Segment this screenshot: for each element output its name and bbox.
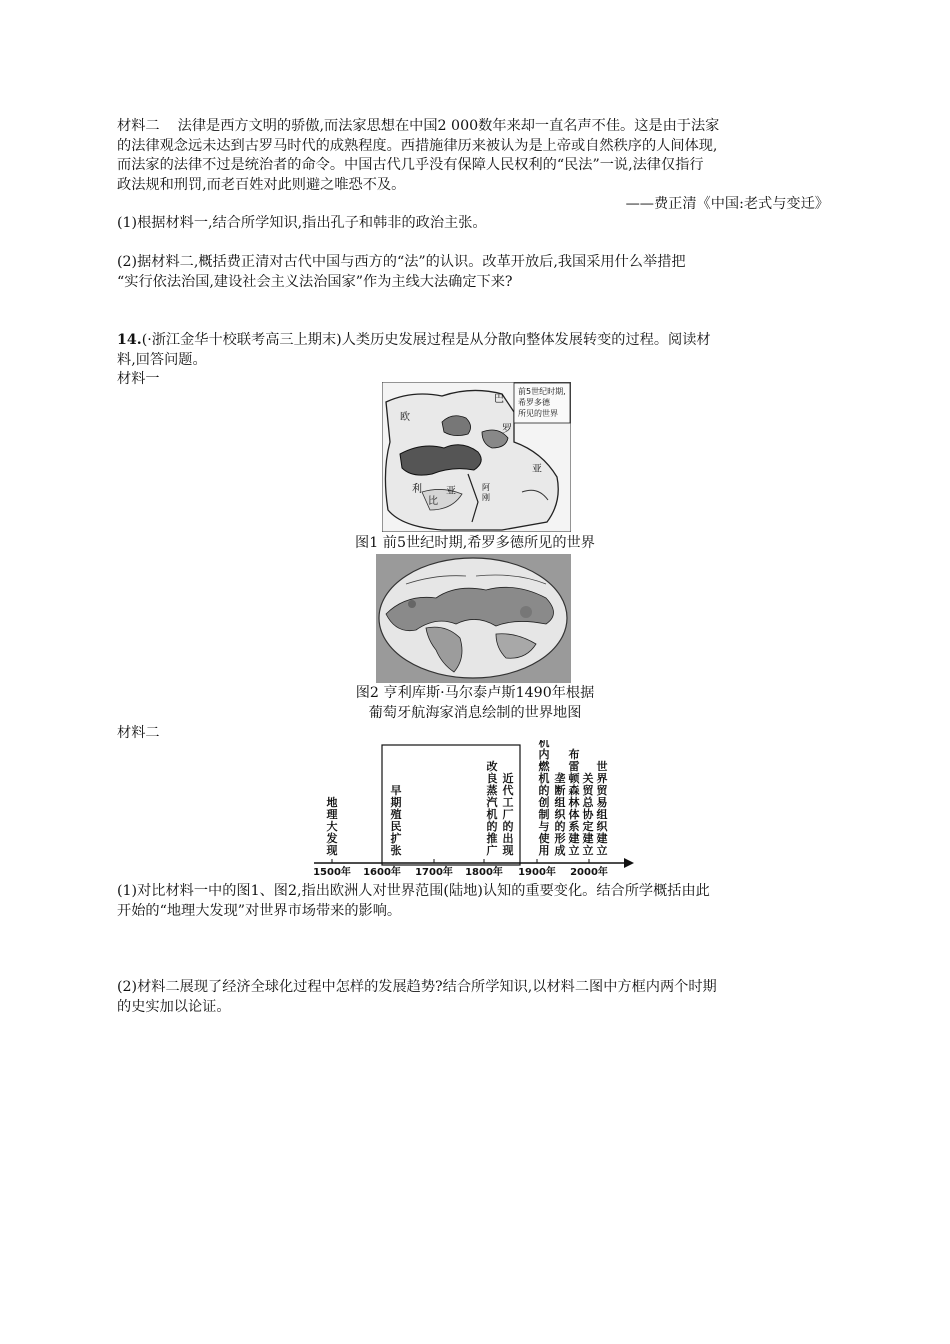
map1-label: 巴 [494,394,504,405]
timeline-tick-label: 1800年 [465,867,503,878]
map1-label: 亚 [532,464,542,475]
question-13-1 [117,214,829,234]
timeline-event: 垄断组织的形成 [554,772,566,857]
timeline-event: 关贸总协定建立 [582,772,594,857]
timeline-event: 改良蒸汽机的推广 [486,760,498,857]
material2-label: 材料二 [117,118,160,134]
herodotus-world-map [382,382,571,532]
material2-paragraph [117,117,829,215]
question-14-material1-label: 材料一 [117,371,160,387]
question-14-2-line: 的史实加以论证。 [117,998,231,1015]
question-14 [117,331,829,390]
martellus-world-map [376,554,571,683]
map1-legend-line: 希罗多德 [518,398,550,407]
timeline-box-1600-1800 [382,745,520,865]
figure-2-caption-line: 葡萄牙航海家消息绘制的世界地图 [368,704,582,721]
question-13-2 [117,253,829,292]
figure-1-caption: 图1 前5世纪时期,希罗多德所见的世界 [355,535,595,551]
material2-source: ——费正清《中国:老式与变迁》 [625,196,829,212]
timeline-tick-label: 2000年 [570,867,608,878]
material2-line: 而法家的法律不过是统治者的命令。中国古代几乎没有保障人民权利的“民法”一说,法律仅指行 [117,157,704,173]
timeline-event: 早期殖民扩张 [390,784,402,857]
timeline-event: 世界贸易组织建立 [596,760,608,857]
map1-label: 罗 [502,424,512,435]
timeline-tick-label: 1900年 [518,867,556,878]
question-14-number: 14. [117,332,142,348]
figure-2-caption-line: 图2 亨利库斯·马尔泰卢斯1490年根据 [355,685,595,701]
timeline-tick-label: 1500年 [313,867,351,878]
question-14-2-line: (2)材料二展现了经济全球化过程中怎样的发展趋势?结合所学知识,以材料二图中方框内两个时期 [117,979,717,995]
timeline-event: 地理大发现 [326,796,338,857]
timeline-tick-label: 1600年 [363,867,401,878]
question-14-2 [117,978,829,1017]
timeline-axis-arrow [624,858,634,868]
map1-label: 亚 [446,486,456,497]
globalization-timeline [312,740,637,878]
question-14-1 [117,882,829,921]
map1-label: 刚 [482,493,490,502]
map1-legend-line: 前5世纪时期, [518,387,566,396]
timeline-event: 机内燃机的创制与使用 [538,740,550,857]
figure-2-caption [0,684,950,723]
timeline-event: 近代工厂的出现 [502,772,514,857]
material2-line: 的法律观念远未达到古罗马时代的成熟程度。西措施律历来被认为是上帝或自然秩序的人间体现, [117,137,718,154]
question-13-2-line: (2)据材料二,概括费正清对古代中国与西方的“法”的认识。改革开放后,我国采用什么举措把 [117,254,686,270]
question-14-1-line: (1)对比材料一中的图1、图2,指出欧洲人对世界范围(陆地)认知的重要变化。结合所学概括由此 [117,883,710,899]
timeline-tick-label: 1700年 [415,867,453,878]
question-13-1-text: (1)根据材料一,结合所学知识,指出孔子和韩非的政治主张。 [117,215,487,231]
question-14-line: (·浙江金华十校联考高三上期末)人类历史发展过程是从分散向整体发展转变的过程。阅读材 [141,332,711,348]
question-13-2-line: “实行依法治国,建设社会主义法治国家”作为主线大法确定下来? [117,273,513,290]
map1-label: 阿 [482,483,490,492]
map1-label: 比 [428,496,438,507]
map1-legend-line: 所见的世界 [518,409,558,418]
question-14-1-line: 开始的“地理大发现”对世界市场带来的影响。 [117,902,402,919]
question-14-material2-label: 材料二 [117,725,160,741]
timeline-event: 布雷顿森林体系建立 [568,748,580,857]
question-14-line: 料,回答问题。 [117,351,207,368]
material2-line: 政法规和刑罚,而老百姓对此则避之唯恐不及。 [117,176,406,193]
map1-label: 利 [412,484,422,495]
material2-line: 法律是西方文明的骄傲,而法家思想在中国2 000数年来却一直名声不佳。这是由于法家 [177,118,720,134]
map1-label: 欧 [400,412,410,423]
